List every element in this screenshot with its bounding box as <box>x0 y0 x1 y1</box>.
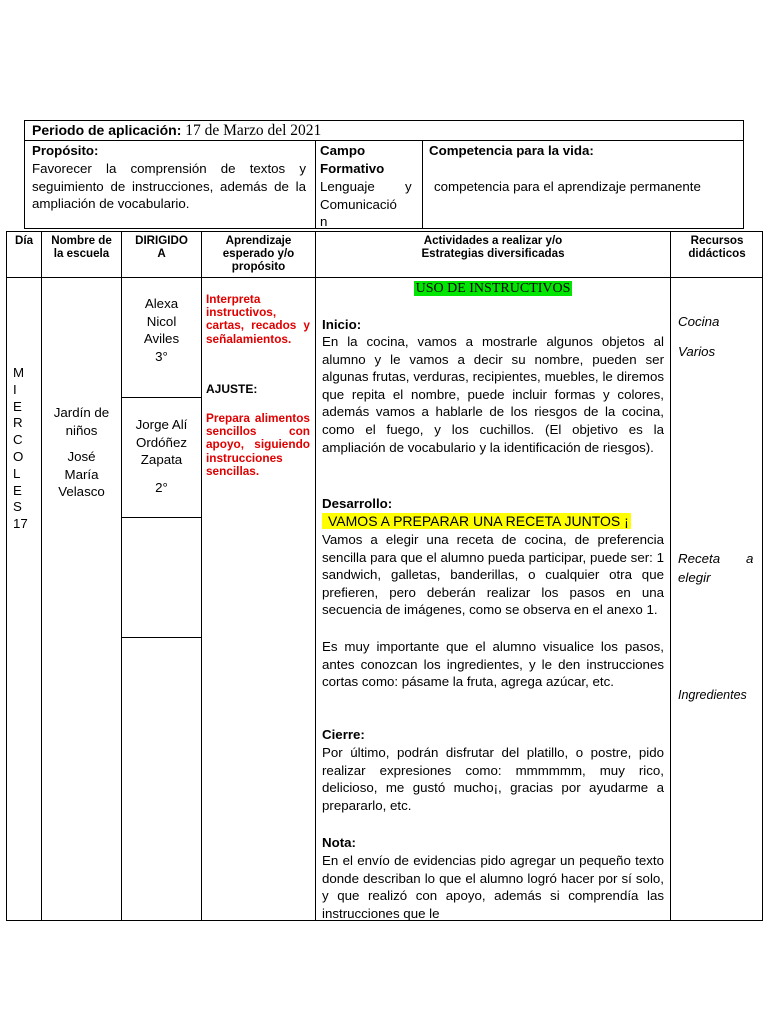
adjust-label: AJUSTE: <box>206 382 258 396</box>
resource-2: Varios <box>678 344 716 359</box>
day-letter: M <box>13 365 25 380</box>
day-letter: R <box>13 415 23 431</box>
school-name: Jardín de niños José María Velasco <box>53 405 110 500</box>
resource-3c: elegir <box>678 570 711 585</box>
directed-divider-1 <box>121 397 201 398</box>
col-line-1 <box>41 231 42 921</box>
close-label: Cierre: <box>322 727 365 742</box>
field-text-1b: y <box>405 179 412 194</box>
day-letter: E <box>13 398 22 414</box>
note-label: Nota: <box>322 835 356 850</box>
col-header-activities: Actividades a realizar y/o Estrategias diversificadas <box>421 234 565 260</box>
resource-3b: a <box>746 551 754 566</box>
col-line-5 <box>670 231 671 921</box>
day-letter: C <box>13 432 23 448</box>
competence-text: competencia para el aprendizaje permanente <box>434 179 701 194</box>
day-letter: O <box>13 448 24 464</box>
competence-label: Competencia para la vida: <box>429 143 594 158</box>
period-value: 17 de Marzo del 2021 <box>185 122 322 139</box>
col-header-day: Día <box>14 234 34 247</box>
student-1: Alexa Nicol Aviles 3° <box>143 296 180 364</box>
day-letter: I <box>13 381 17 397</box>
day-letter: L <box>13 465 21 481</box>
dev-text-2: Es muy importante que el alumno visualice los pasos, antes conozcan los ingredientes, y le den instrucciones cortas como: pásame la fruta, agrega azúcar, etc. <box>322 639 664 690</box>
purpose-text: Favorecer la comprensión de textos y seguimiento de instrucciones, además de la ampliación de vocabulario. <box>32 161 306 212</box>
col-header-directed: DIRIGIDO A <box>135 234 188 260</box>
day-letter: S <box>13 499 22 515</box>
col-header-learning: Aprendizaje esperado y/o propósito <box>222 234 295 273</box>
field-text-3: n <box>320 214 328 229</box>
directed-divider-2 <box>121 517 201 518</box>
resource-1: Cocina <box>678 314 720 329</box>
close-text: Por último, podrán disfrutar del platillo, o postre, pido realizar expresiones como: mmmmmm, muy rico, delicioso, me gustó mucho¡, gracias por ayudarme a prepararlo, etc. <box>322 745 664 813</box>
period-row <box>32 121 321 140</box>
dev-label: Desarrollo: <box>322 496 393 511</box>
dev-highlight-wrap <box>322 513 664 531</box>
student-2: Jorge Alí Ordóñez Zapata 2° <box>135 417 188 495</box>
resource-3a: Receta <box>678 551 721 566</box>
activity-title-wrap <box>316 279 670 298</box>
field-text-1: Lenguaje <box>320 179 375 194</box>
field-text-2: Comunicació <box>320 197 397 212</box>
start-text: En la cocina, vamos a mostrarle algunos objetos al alumno y le vamos a decir su nombre, pueden ser algunas frutas, verduras, recipientes, muebles, le diremos que repita el nombre, puede incluir formas y colores, además vamos a hablarle de los riesgos de la cocina, como el fuego, y los cuchillos. (El objetivo es la ampliación de vocabulario y la identificación de riesgos). <box>322 334 664 455</box>
learning-text-1: Interpreta instructivos, cartas, recados y señalamientos. <box>206 292 310 346</box>
col-header-school: Nombre de la escuela <box>51 234 112 260</box>
note-text: En el envío de evidencias pido agregar un pequeño texto donde describan lo que el alumno logró hacer por sí solo, y que realizó con apoyo, además si comprendía las instrucciones que le <box>322 853 664 921</box>
purpose-label: Propósito: <box>32 143 99 158</box>
activity-title: USO DE INSTRUCTIVOS <box>415 281 571 296</box>
day-vertical <box>8 365 38 533</box>
col-line-4 <box>315 231 316 921</box>
learning-text-2: Prepara alimentos sencillos con apoyo, siguiendo instrucciones sencillas. <box>206 411 310 478</box>
field-label-2: Formativo <box>320 161 385 176</box>
header-col-divider-2 <box>422 140 423 229</box>
resource-4: Ingredientes <box>678 688 747 702</box>
day-letter: E <box>13 482 22 498</box>
main-header-divider <box>6 277 763 278</box>
col-header-resources: Recursos didácticos <box>688 234 746 260</box>
period-label: Periodo de aplicación: <box>32 122 182 138</box>
col-line-3 <box>201 231 202 921</box>
day-letter: 17 <box>13 516 28 532</box>
dev-highlight: VAMOS A PREPARAR UNA RECETA JUNTOS ¡ <box>322 513 631 529</box>
field-label-1: Campo <box>320 143 366 158</box>
header-row-divider <box>24 140 744 141</box>
start-label: Inicio: <box>322 317 362 332</box>
dev-text-1: Vamos a elegir una receta de cocina, de preferencia sencilla para que el alumno pueda participar, puede ser: 1 sandwich, galletas, banderillas, o cualquier otra que prefieren, pero deberán realizar los pasos en una secuencia de imágenes, como se observa en el anexo 1. <box>322 532 664 618</box>
header-col-divider-1 <box>315 140 316 229</box>
directed-divider-3 <box>121 637 201 638</box>
